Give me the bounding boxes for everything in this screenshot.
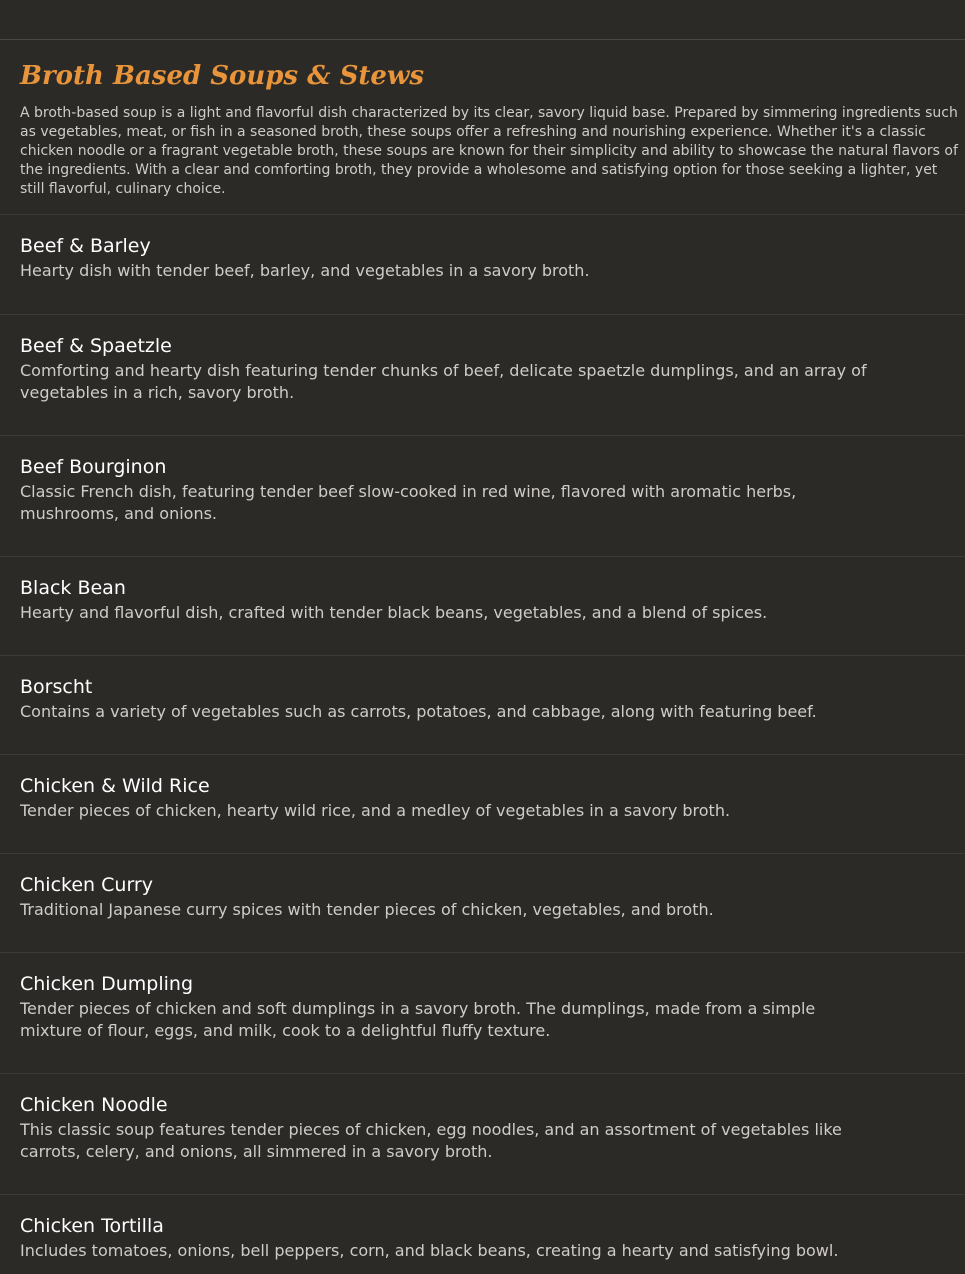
section-header [20, 58, 962, 199]
menu-item-description: This classic soup features tender pieces of chicken, egg noodles, and an assortment of vegetables like carrots, celery, and onions, all simmered in a savory broth. [20, 1120, 842, 1161]
section-description: A broth-based soup is a light and flavorful dish characterized by its clear, savory liquid base. Prepared by simmering ingredients such as vegetables, meat, or fish in a seasoned broth, these soups offer a refreshing and nourishing experience. Whether it's a classic chicken noodle or a fragrant vegetable broth, these soups are known for their simplicity and ability to showcase the natural flavors of the ingredients. With a clear and comforting broth, they provide a wholesome and satisfying option for those seeking a lighter, yet still flavorful, culinary choice. [20, 105, 958, 197]
menu-item-name: Beef & Spaetzle [20, 335, 172, 357]
menu-item-description: Includes tomatoes, onions, bell peppers, corn, and black beans, creating a hearty and satisfying bowl. [20, 1241, 839, 1260]
menu-item-name: Chicken Dumpling [20, 973, 194, 995]
menu-item [0, 1073, 965, 1194]
menu-item [0, 655, 965, 754]
menu-item [0, 853, 965, 952]
previous-section-cutoff [0, 0, 965, 40]
menu-item [0, 435, 965, 556]
menu-item [0, 1194, 965, 1274]
menu-item-name: Chicken Curry [20, 874, 153, 896]
menu-item-name: Black Bean [20, 577, 126, 599]
menu-item-description: Tender pieces of chicken, hearty wild rice, and a medley of vegetables in a savory broth. [20, 801, 731, 820]
menu-item [0, 214, 965, 314]
menu-item-name: Chicken Noodle [20, 1094, 168, 1116]
section-title: Broth Based Soups & Stews [20, 61, 424, 91]
menu-item-description: Contains a variety of vegetables such as carrots, potatoes, and cabbage, along with featuring beef. [20, 702, 817, 721]
menu-item-description: Tender pieces of chicken and soft dumplings in a savory broth. The dumplings, made from a simple mixture of flour, eggs, and milk, cook to a delightful fluffy texture. [20, 999, 816, 1040]
menu-item-name: Beef Bourginon [20, 456, 167, 478]
menu-item-name: Beef & Barley [20, 235, 151, 257]
menu-item-name: Borscht [20, 676, 93, 698]
menu-item-description: Hearty dish with tender beef, barley, and vegetables in a savory broth. [20, 261, 590, 280]
menu-item-description: Traditional Japanese curry spices with tender pieces of chicken, vegetables, and broth. [20, 900, 714, 919]
menu-item [0, 556, 965, 655]
menu-item-description: Comforting and hearty dish featuring tender chunks of beef, delicate spaetzle dumplings, and an array of vegetables in a rich, savory broth. [20, 361, 867, 402]
menu-item-list [0, 214, 965, 1274]
menu-item-description: Classic French dish, featuring tender beef slow-cooked in red wine, flavored with aromatic herbs, mushrooms, and onions. [20, 482, 797, 523]
menu-item [0, 754, 965, 853]
menu-item-description: Hearty and flavorful dish, crafted with tender black beans, vegetables, and a blend of spices. [20, 603, 768, 622]
menu-item [0, 952, 965, 1073]
menu-item [0, 314, 965, 435]
menu-item-name: Chicken Tortilla [20, 1215, 164, 1237]
menu-item-name: Chicken & Wild Rice [20, 775, 210, 797]
